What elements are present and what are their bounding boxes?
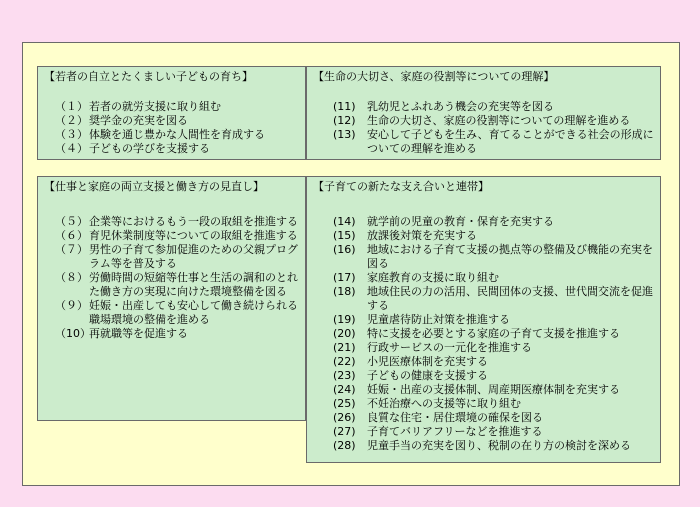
list-item <box>333 128 656 156</box>
item-text: 奨学金の充実を図る <box>89 114 188 127</box>
item-number: (19) <box>333 313 356 326</box>
measures-panel <box>22 42 680 486</box>
list-item <box>333 285 656 313</box>
item-text: 児童手当の充実を図り、税制の在り方の検討を深める <box>367 439 631 452</box>
list-item <box>333 229 656 243</box>
item-text: 企業等におけるもう一段の取組を推進する <box>89 215 298 228</box>
list-item <box>55 299 301 327</box>
list-item <box>55 243 301 271</box>
youth-independence-box <box>37 66 306 160</box>
item-text: 放課後対策を充実する <box>367 229 477 242</box>
item-number: (27) <box>333 425 356 438</box>
item-text: 良質な住宅・居住環境の確保を図る <box>367 411 543 424</box>
list-item <box>333 369 656 383</box>
item-number: (16) <box>333 243 356 256</box>
item-text: 地域における子育て支援の拠点等の整備及び機能の充実を図る <box>367 243 653 270</box>
item-number: （７） <box>55 243 88 256</box>
list-item <box>333 439 656 453</box>
childcare-support-box <box>306 176 661 463</box>
item-number: （３） <box>55 128 88 141</box>
list-item <box>333 313 656 327</box>
item-number: (14) <box>333 215 356 228</box>
list-item <box>333 215 656 229</box>
item-text: 特に支援を必要とする家庭の子育て支援を推進する <box>367 327 620 340</box>
item-text: 就学前の児童の教育・保育を充実する <box>367 215 554 228</box>
item-text: 育児休業制度等についての取組を推進する <box>89 229 298 242</box>
list-item <box>333 355 656 369</box>
childcare-support-title: 【子育ての新たな支え合いと連帯】 <box>313 180 489 193</box>
list-item <box>55 229 301 243</box>
item-number: （４） <box>55 142 88 155</box>
list-item <box>55 271 301 299</box>
list-item <box>55 327 301 341</box>
item-number: （２） <box>55 114 88 127</box>
item-text: 子どもの学びを支援する <box>89 142 210 155</box>
item-text: 乳幼児とふれあう機会の充実等を図る <box>367 100 554 113</box>
life-family-understanding-title: 【生命の大切さ、家庭の役割等についての理解】 <box>313 70 555 83</box>
list-item <box>55 114 301 128</box>
list-item <box>333 411 656 425</box>
item-number: (15) <box>333 229 356 242</box>
item-text: 地域住民の力の活用、民間団体の支援、世代間交流を促進する <box>367 285 653 312</box>
item-number: (26) <box>333 411 356 424</box>
youth-independence-title: 【若者の自立とたくましい子どもの育ち】 <box>44 70 253 83</box>
item-number: (18) <box>333 285 356 298</box>
list-item <box>333 397 656 411</box>
item-text: 妊娠・出産の支援体制、周産期医療体制を充実する <box>367 383 620 396</box>
item-text: 子どもの健康を支援する <box>367 369 488 382</box>
list-item <box>333 114 656 128</box>
item-number: （６） <box>55 229 88 242</box>
item-text: 生命の大切さ、家庭の役割等についての理解を進める <box>367 114 631 127</box>
item-text: 児童虐待防止対策を推進する <box>367 313 510 326</box>
item-number: (11) <box>333 100 356 113</box>
item-number: （10） <box>55 327 91 340</box>
work-family-balance-list <box>55 215 301 341</box>
item-number: (17) <box>333 271 356 284</box>
work-family-balance-box <box>37 176 306 421</box>
item-number: (25) <box>333 397 356 410</box>
item-number: （５） <box>55 215 88 228</box>
list-item <box>55 128 301 142</box>
list-item <box>333 425 656 439</box>
life-family-understanding-box <box>306 66 661 160</box>
item-text: 体験を通じ豊かな人間性を育成する <box>89 128 265 141</box>
list-item <box>333 327 656 341</box>
item-text: 再就職等を促進する <box>89 327 188 340</box>
item-text: 妊娠・出産しても安心して働き続けられる職場環境の整備を進める <box>89 299 298 326</box>
item-text: 若者の就労支援に取り組む <box>89 100 221 113</box>
item-number: (28) <box>333 439 356 452</box>
list-item <box>55 142 301 156</box>
item-number: （１） <box>55 100 88 113</box>
item-text: 小児医療体制を充実する <box>367 355 488 368</box>
item-text: 家庭教育の支援に取り組む <box>367 271 499 284</box>
list-item <box>333 243 656 271</box>
item-number: (21) <box>333 341 356 354</box>
list-item <box>333 271 656 285</box>
item-text: 労働時間の短縮等仕事と生活の調和のとれた働き方の実現に向けた環境整備を図る <box>89 271 298 298</box>
item-number: (22) <box>333 355 356 368</box>
item-text: 行政サービスの一元化を推進する <box>367 341 532 354</box>
item-number: (13) <box>333 128 356 141</box>
item-number: (24) <box>333 383 356 396</box>
item-number: (12) <box>333 114 356 127</box>
item-number: （９） <box>55 299 88 312</box>
item-text: 子育てバリアフリーなどを推進する <box>367 425 543 438</box>
list-item <box>333 341 656 355</box>
list-item <box>55 215 301 229</box>
childcare-support-list <box>333 215 656 453</box>
item-number: (23) <box>333 369 356 382</box>
life-family-understanding-list <box>333 100 656 156</box>
list-item <box>333 383 656 397</box>
item-text: 不妊治療への支援等に取り組む <box>367 397 521 410</box>
item-number: (20) <box>333 327 356 340</box>
work-family-balance-title: 【仕事と家庭の両立支援と働き方の見直し】 <box>44 180 264 193</box>
item-text: 安心して子どもを生み、育てることができる社会の形成についての理解を進める <box>367 128 654 155</box>
item-text: 男性の子育て参加促進のための父親プログラム等を普及する <box>89 243 298 270</box>
youth-independence-list <box>55 100 301 156</box>
item-number: （８） <box>55 271 88 284</box>
list-item <box>333 100 656 114</box>
list-item <box>55 100 301 114</box>
